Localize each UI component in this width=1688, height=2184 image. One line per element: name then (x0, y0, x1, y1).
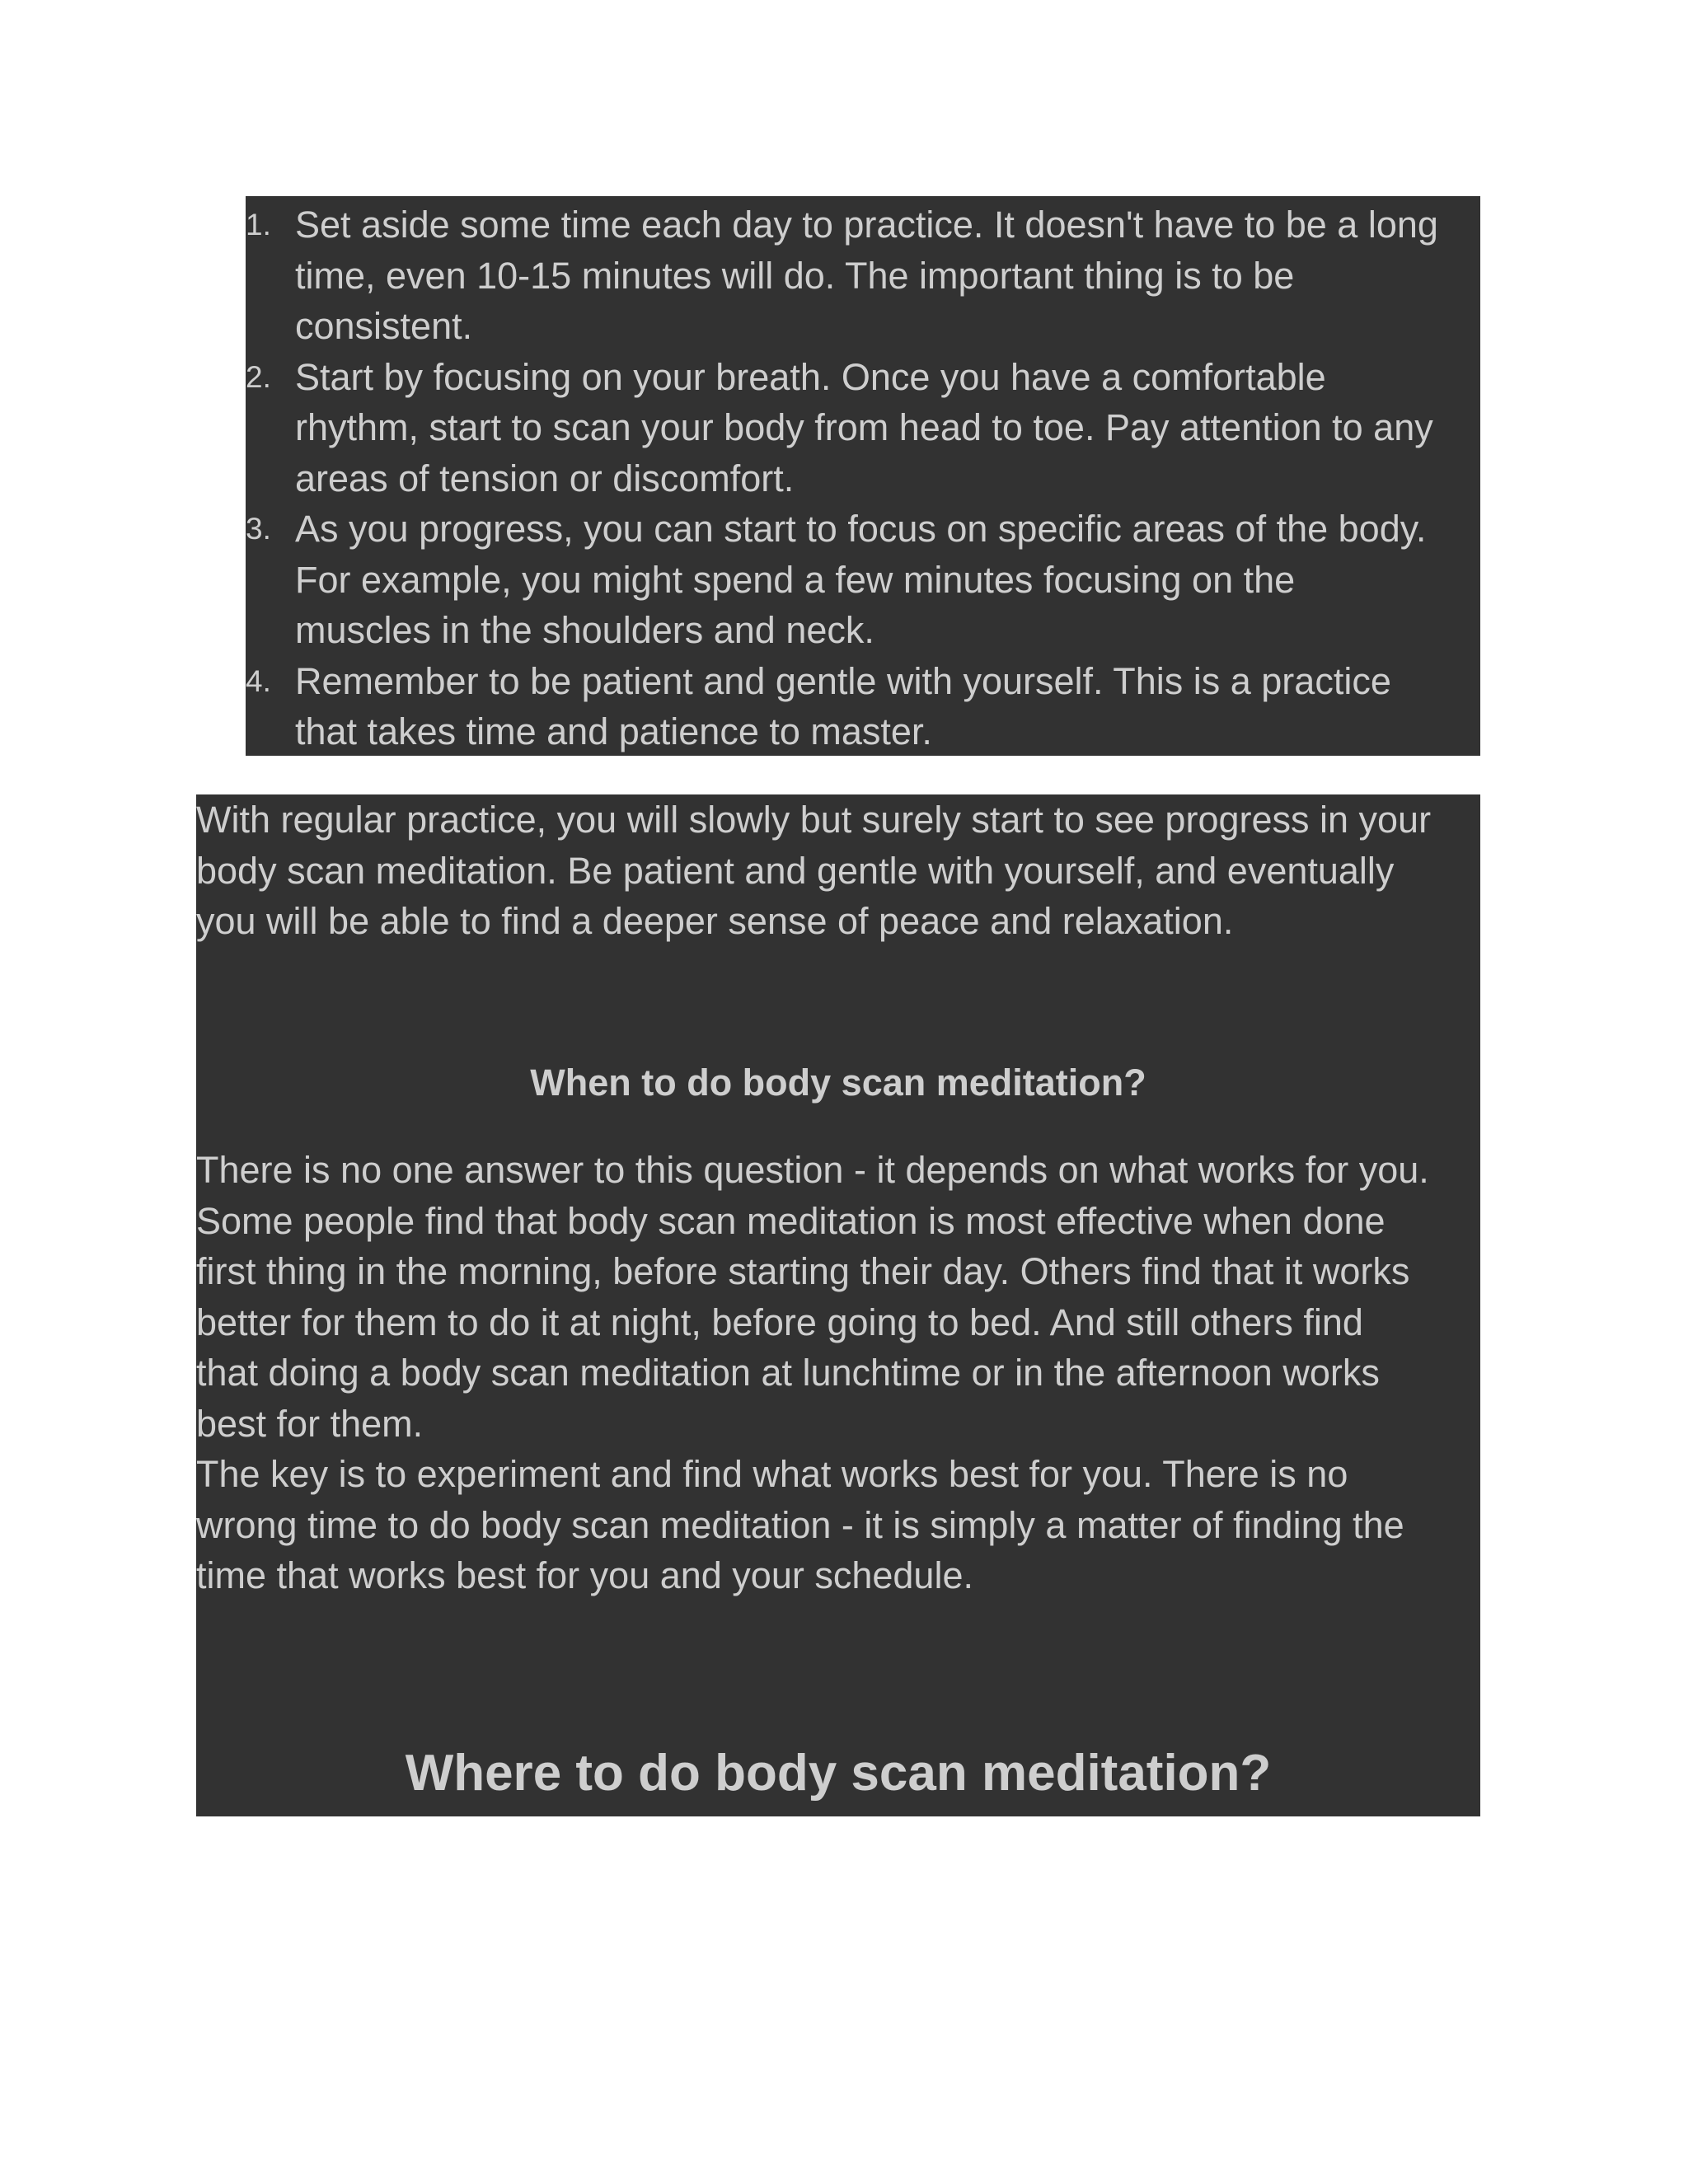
paragraph-when (196, 1145, 1429, 1449)
article-body-block (196, 794, 1480, 1816)
list-item (246, 352, 1480, 504)
paragraph-line: body scan meditation. Be patient and gentle with yourself, and eventually (196, 849, 1395, 892)
list-item-text: Start by focusing on your breath. Once you have a comfortable (295, 355, 1326, 398)
paragraph-line: best for them. (196, 1402, 424, 1445)
list-item-text: As you progress, you can start to focus on specific areas of the body. (295, 508, 1427, 550)
paragraph-progress (196, 794, 1431, 947)
paragraph-line: better for them to do it at night, before going to bed. And still others find (196, 1301, 1363, 1343)
list-item (246, 199, 1480, 352)
list-item-text: Set aside some time each day to practice. It doesn't have to be a long (295, 204, 1438, 246)
section-heading-where: Where to do body scan meditation? (405, 1745, 1272, 1802)
list-item-number: 1. (246, 208, 271, 241)
list-item-text: consistent. (295, 305, 473, 347)
paragraph-line: The key is to experiment and find what works best for you. There is no (196, 1453, 1348, 1495)
list-item (246, 504, 1480, 656)
section-heading-when: When to do body scan meditation? (530, 1062, 1146, 1104)
list-item-text: that takes time and patience to master. (295, 710, 932, 752)
list-item-number: 2. (246, 359, 271, 394)
paragraph-line: Some people find that body scan meditation is most effective when done (196, 1199, 1386, 1242)
paragraph-line: wrong time to do body scan meditation - it is simply a matter of finding the (196, 1503, 1404, 1546)
paragraph-key (196, 1449, 1404, 1601)
list-item-text: For example, you might spend a few minutes focusing on the (295, 558, 1296, 601)
paragraph-line: first thing in the morning, before starting their day. Others find that it works (196, 1250, 1410, 1292)
steps-list-block (246, 196, 1480, 756)
paragraph-line: With regular practice, you will slowly but surely start to see progress in your (196, 799, 1432, 841)
list-item-text: muscles in the shoulders and neck. (295, 609, 874, 651)
list-item-number: 3. (246, 512, 271, 546)
list-item-text: time, even 10-15 minutes will do. The important thing is to be (295, 254, 1295, 297)
list-item-text: rhythm, start to scan your body from head to toe. Pay attention to any (295, 406, 1433, 448)
list-item (246, 656, 1480, 757)
list-item-text: areas of tension or discomfort. (295, 457, 795, 499)
paragraph-line: time that works best for you and your schedule. (196, 1554, 973, 1596)
paragraph-line: that doing a body scan meditation at lunchtime or in the afternoon works (196, 1352, 1380, 1394)
steps-list (246, 199, 1480, 757)
list-item-number: 4. (246, 663, 271, 698)
paragraph-line: There is no one answer to this question - it depends on what works for you. (196, 1149, 1429, 1191)
paragraph-line: you will be able to find a deeper sense of peace and relaxation. (196, 900, 1234, 942)
list-item-text: Remember to be patient and gentle with yourself. This is a practice (295, 659, 1391, 702)
